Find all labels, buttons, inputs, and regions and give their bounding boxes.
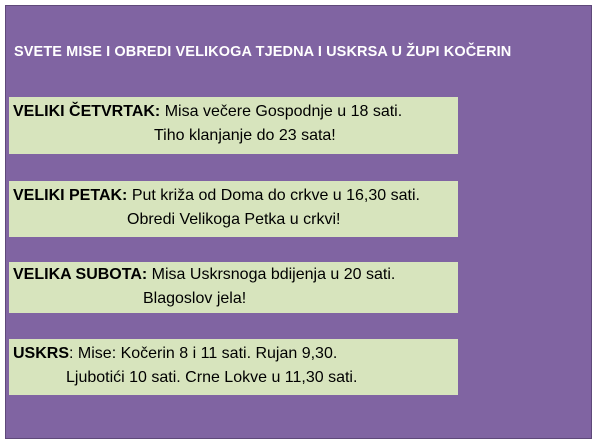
day-label: USKRS bbox=[13, 345, 70, 362]
schedule-box-velika-subota bbox=[9, 262, 458, 313]
schedule-line bbox=[13, 342, 458, 366]
schedule-text: : Mise: Kočerin 8 i 11 sati. Rujan 9,30. bbox=[69, 345, 338, 362]
day-label: VELIKI PETAK: bbox=[13, 187, 128, 204]
schedule-text-secondary: Blagoslov jela! bbox=[143, 290, 247, 307]
slide-background bbox=[5, 5, 592, 439]
schedule-text-secondary: Tiho klanjanje do 23 sata! bbox=[154, 127, 336, 144]
schedule-box-veliki-petak bbox=[9, 181, 458, 237]
schedule-text: Misa Uskrsnoga bdijenja u 20 sati. bbox=[147, 266, 396, 283]
day-label: VELIKI ČETVRTAK: bbox=[13, 103, 161, 120]
schedule-text: Misa večere Gospodnje u 18 sati. bbox=[160, 103, 403, 120]
schedule-box-veliki-cetvrtak bbox=[9, 97, 458, 154]
schedule-text: Put križa od Doma do crkve u 16,30 sati. bbox=[127, 187, 420, 204]
schedule-line bbox=[13, 263, 458, 287]
schedule-line bbox=[13, 100, 458, 124]
schedule-line bbox=[13, 184, 458, 208]
page-title: SVETE MISE I OBREDI VELIKOGA TJEDNA I USKRSA U ŽUPI KOČERIN bbox=[14, 44, 512, 60]
schedule-box-uskrs bbox=[9, 339, 458, 395]
day-label: VELIKA SUBOTA: bbox=[13, 266, 148, 283]
schedule-text-secondary: Ljubotići 10 sati. Crne Lokve u 11,30 sati. bbox=[66, 369, 358, 386]
schedule-text-secondary: Obredi Velikoga Petka u crkvi! bbox=[127, 211, 341, 228]
